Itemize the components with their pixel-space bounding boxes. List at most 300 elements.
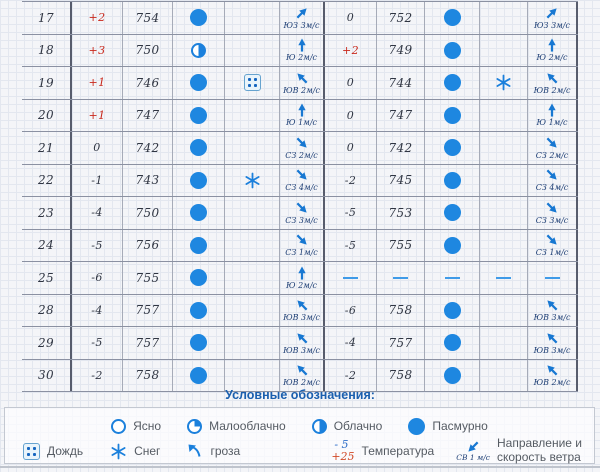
wind-direction-label: ЮВ 2м/с	[533, 85, 571, 95]
temp-cell	[325, 35, 377, 67]
overcast-icon	[444, 107, 461, 124]
overcast-icon	[190, 204, 207, 221]
temperature-value: -2	[344, 368, 357, 382]
value: 18	[37, 43, 55, 58]
wind-cell	[280, 35, 325, 67]
wind-arrow-icon	[292, 198, 312, 218]
overcast-icon	[190, 172, 207, 189]
precip-cell	[480, 100, 528, 132]
wind-cell	[280, 67, 325, 99]
cloud-cell	[425, 262, 480, 294]
table-row-18	[22, 35, 578, 68]
wind-direction-label: СЗ 3м/с	[535, 215, 569, 225]
wind-cell	[280, 165, 325, 197]
wind-arrow-icon	[292, 328, 312, 348]
dash-icon	[496, 277, 511, 279]
value: 750	[135, 205, 160, 220]
precip-cell	[480, 165, 528, 197]
temperature-value: 0	[93, 141, 101, 155]
cloud-cell	[173, 67, 225, 99]
dash-icon	[393, 277, 408, 279]
value: 29	[37, 335, 55, 350]
cloud-cell	[425, 295, 480, 327]
day-cell	[22, 100, 72, 132]
temp-cell	[72, 327, 123, 359]
precip-cell	[480, 262, 528, 294]
temp-cell	[325, 67, 377, 99]
pressure-cell	[123, 230, 173, 262]
wind-direction-label: ЮВ 3м/с	[283, 345, 320, 355]
precip-cell	[225, 2, 280, 34]
wind-cell	[528, 327, 578, 359]
wind-sample-icon	[456, 440, 490, 462]
wind-direction-label: СЗ 2м/с	[285, 150, 318, 160]
overcast-icon	[444, 302, 461, 319]
legend-item-label: Дождь	[47, 444, 84, 458]
wind-arrow-icon	[542, 328, 562, 348]
cloud-cell	[173, 100, 225, 132]
legend-title: Условные обозначения:	[225, 388, 375, 402]
overcast-icon	[408, 418, 425, 435]
temperature-value: -2	[344, 173, 357, 187]
temp-cell	[72, 132, 123, 164]
legend-temperature-label: Температура	[361, 444, 435, 458]
overcast-icon	[190, 302, 207, 319]
pressure-cell	[377, 132, 425, 164]
temp-cell	[72, 262, 123, 294]
legend-wind-dir-label: СВ 1 м/с	[456, 453, 490, 463]
table-row-20	[22, 100, 578, 133]
weather-table	[22, 1, 578, 392]
overcast-icon	[190, 9, 207, 26]
wind-cell	[528, 100, 578, 132]
clear-icon	[111, 419, 126, 434]
pressure-cell	[377, 100, 425, 132]
temperature-value: 0	[346, 108, 355, 122]
day-cell	[22, 360, 72, 392]
wind-direction-label: СЗ 4м/с	[535, 183, 569, 193]
partly-cloudy-icon	[187, 419, 202, 434]
rain-icon	[244, 74, 261, 91]
pressure-cell	[123, 67, 173, 99]
wind-arrow-icon	[292, 165, 312, 185]
day-cell	[22, 67, 72, 99]
temperature-value: 0	[346, 11, 355, 25]
value: 24	[37, 238, 55, 253]
value: 752	[388, 10, 413, 25]
precip-cell	[480, 295, 528, 327]
day-cell	[22, 165, 72, 197]
precip-cell	[480, 327, 528, 359]
day-cell	[22, 197, 72, 229]
wind-cell	[280, 197, 325, 229]
pressure-cell	[377, 165, 425, 197]
cloudy-icon	[312, 419, 327, 434]
temp-cell	[72, 165, 123, 197]
temp-cell	[72, 360, 123, 392]
value: 757	[388, 335, 413, 350]
wind-cell	[280, 230, 325, 262]
overcast-icon	[444, 334, 461, 351]
value: 745	[388, 173, 413, 188]
temperature-value: 0	[346, 141, 355, 155]
value: 28	[37, 303, 55, 318]
pressure-cell	[377, 230, 425, 262]
wind-direction-label: Ю 2м/с	[286, 53, 317, 63]
pressure-cell	[377, 197, 425, 229]
value: 20	[37, 108, 55, 123]
value: 755	[388, 238, 413, 253]
day-cell	[22, 2, 72, 34]
cloudy-icon	[191, 43, 206, 58]
legend-item-snow	[110, 443, 160, 460]
wind-cell	[528, 295, 578, 327]
wind-cell	[528, 165, 578, 197]
value: 758	[388, 303, 413, 318]
overcast-icon	[444, 204, 461, 221]
temp-cell	[325, 360, 377, 392]
precip-cell	[225, 230, 280, 262]
table-row-28	[22, 295, 578, 328]
wind-direction-label: Ю 2м/с	[536, 53, 568, 63]
temp-cell	[72, 35, 123, 67]
pressure-cell	[123, 295, 173, 327]
precip-cell	[480, 360, 528, 392]
cloud-cell	[425, 35, 480, 67]
wind-direction-label: ЮВ 2м/с	[283, 85, 320, 95]
pressure-cell	[377, 327, 425, 359]
precip-cell	[225, 35, 280, 67]
overcast-icon	[444, 172, 461, 189]
wind-arrow-icon	[542, 165, 562, 185]
temp-cell	[72, 100, 123, 132]
legend-item-rain	[23, 443, 83, 460]
legend-cloudiness-row	[5, 413, 594, 439]
wind-arrow-icon	[545, 103, 559, 117]
legend-wind-label-line2: скорость ветра	[496, 450, 581, 464]
storm-icon	[187, 443, 203, 459]
overcast-icon	[444, 367, 461, 384]
value: 747	[388, 108, 413, 123]
pressure-cell	[377, 2, 425, 34]
snow-icon	[110, 443, 127, 460]
legend-item-half	[312, 419, 383, 434]
pressure-cell	[123, 2, 173, 34]
wind-direction-label: ЮВ 3м/с	[533, 313, 571, 323]
pressure-cell	[377, 295, 425, 327]
value: 757	[135, 303, 160, 318]
precip-cell	[225, 360, 280, 392]
weather-table-rows	[22, 2, 578, 392]
table-row-21	[22, 132, 578, 165]
cloud-cell	[173, 165, 225, 197]
pressure-cell	[377, 262, 425, 294]
overcast-icon	[444, 42, 461, 59]
value: 756	[135, 238, 160, 253]
temperature-value: -4	[344, 336, 357, 350]
wind-cell	[280, 100, 325, 132]
overcast-icon	[444, 74, 461, 91]
overcast-icon	[444, 9, 461, 26]
wind-direction-label: Ю 2м/с	[286, 280, 317, 290]
wind-direction-label: ЮВ 2м/с	[283, 378, 320, 388]
wind-arrow-icon	[542, 295, 562, 315]
pressure-cell	[123, 165, 173, 197]
legend-right-group	[331, 437, 582, 465]
temp-cell	[325, 327, 377, 359]
wind-cell	[280, 295, 325, 327]
legend-wind-label-line1: Направление и	[496, 436, 582, 451]
precip-cell	[225, 100, 280, 132]
temperature-sample-icon	[331, 439, 354, 462]
wind-arrow-icon	[545, 38, 559, 52]
value: 25	[37, 270, 55, 285]
overcast-icon	[190, 367, 207, 384]
wind-cell	[528, 67, 578, 99]
pressure-cell	[123, 262, 173, 294]
precip-cell	[225, 67, 280, 99]
temperature-value: -5	[344, 238, 357, 252]
day-cell	[22, 295, 72, 327]
wind-cell	[280, 132, 325, 164]
cloud-cell	[425, 327, 480, 359]
value: 758	[388, 368, 413, 383]
cloud-cell	[425, 132, 480, 164]
pressure-cell	[377, 360, 425, 392]
day-cell	[22, 35, 72, 67]
pressure-cell	[123, 360, 173, 392]
legend-wind	[456, 437, 582, 465]
temp-cell	[325, 100, 377, 132]
overcast-icon	[190, 237, 207, 254]
cloud-cell	[173, 327, 225, 359]
value: 22	[37, 173, 55, 188]
temperature-value: -1	[91, 173, 103, 187]
day-cell	[22, 230, 72, 262]
cloud-cell	[173, 295, 225, 327]
temperature-value: -5	[91, 336, 103, 350]
temperature-value: -5	[91, 238, 103, 252]
legend-item-overcast	[408, 418, 488, 435]
legend-temperature	[331, 439, 434, 462]
cloud-cell	[425, 230, 480, 262]
overcast-icon	[444, 139, 461, 156]
temperature-value: -5	[344, 206, 357, 220]
cloud-cell	[425, 360, 480, 392]
cloud-cell	[173, 35, 225, 67]
wind-arrow-icon	[542, 133, 562, 153]
legend-item-label: Снег	[134, 444, 161, 458]
temperature-value: -6	[344, 303, 357, 317]
cloud-cell	[425, 2, 480, 34]
value: 743	[135, 173, 160, 188]
table-row-19	[22, 67, 578, 100]
value: 757	[135, 335, 160, 350]
pressure-cell	[123, 35, 173, 67]
cloud-cell	[173, 230, 225, 262]
temperature-value: 0	[346, 76, 355, 90]
table-row-24	[22, 230, 578, 263]
value: 21	[37, 140, 55, 155]
legend-precip-group	[23, 443, 240, 460]
legend-box	[4, 407, 595, 464]
temperature-value: -2	[91, 368, 103, 382]
pressure-cell	[123, 132, 173, 164]
wind-cell	[528, 262, 578, 294]
cloud-cell	[173, 2, 225, 34]
page-bottom-divider	[0, 466, 600, 468]
cloud-cell	[173, 132, 225, 164]
wind-cell	[528, 230, 578, 262]
temperature-value: -6	[91, 271, 103, 285]
wind-arrow-icon	[292, 360, 312, 380]
wind-direction-label: СЗ 4м/с	[285, 183, 318, 193]
cloud-cell	[173, 262, 225, 294]
dash-icon	[343, 277, 358, 279]
cloud-cell	[173, 360, 225, 392]
wind-direction-label: СЗ 1м/с	[285, 248, 318, 258]
wind-arrow-icon	[295, 266, 309, 280]
precip-cell	[480, 197, 528, 229]
temp-cell	[72, 67, 123, 99]
value: 753	[388, 205, 413, 220]
wind-cell	[280, 327, 325, 359]
precip-cell	[225, 327, 280, 359]
wind-cell	[280, 2, 325, 34]
temp-cell	[72, 230, 123, 262]
wind-arrow-icon	[542, 3, 562, 23]
temperature-value: +1	[88, 76, 106, 90]
precip-cell	[480, 2, 528, 34]
day-cell	[22, 262, 72, 294]
temperature-value: +2	[341, 43, 359, 57]
wind-direction-label: СЗ 3м/с	[285, 215, 318, 225]
value: 749	[388, 43, 413, 58]
pressure-cell	[123, 197, 173, 229]
wind-cell	[528, 132, 578, 164]
legend-item-label: Облачно	[333, 419, 383, 433]
dash-icon	[545, 277, 560, 279]
table-row-25	[22, 262, 578, 295]
wind-cell	[528, 197, 578, 229]
precip-cell	[225, 295, 280, 327]
legend-item-clear	[111, 419, 161, 434]
wind-direction-label: ЮВ 3м/с	[283, 313, 320, 323]
wind-direction-label: СЗ 2м/с	[535, 150, 569, 160]
temp-cell	[325, 295, 377, 327]
pressure-cell	[123, 100, 173, 132]
wind-arrow-icon	[542, 360, 562, 380]
precip-cell	[225, 165, 280, 197]
wind-arrow-icon	[292, 133, 312, 153]
dash-icon	[445, 277, 460, 279]
temperature-value: -4	[91, 206, 103, 220]
temp-cell	[325, 132, 377, 164]
cloud-cell	[425, 165, 480, 197]
wind-direction-label: ЮЗ 3м/с	[534, 20, 570, 30]
snow-icon	[244, 172, 261, 189]
wind-direction-label: Ю 1м/с	[286, 118, 317, 128]
value: 746	[135, 75, 160, 90]
value: 17	[37, 10, 55, 25]
value: 747	[135, 108, 160, 123]
value: 742	[135, 140, 160, 155]
temperature-value: +2	[88, 11, 106, 25]
legend-item-label: гроза	[210, 444, 241, 458]
temp-cell	[72, 295, 123, 327]
table-row-22	[22, 165, 578, 198]
legend-item-partly	[187, 419, 286, 434]
cloud-cell	[425, 67, 480, 99]
overcast-icon	[190, 269, 207, 286]
temp-cell	[72, 2, 123, 34]
pressure-cell	[377, 35, 425, 67]
temp-cell	[325, 197, 377, 229]
legend-item-label: Ясно	[133, 419, 162, 433]
wind-cell	[528, 2, 578, 34]
temperature-value: +1	[88, 108, 106, 122]
wind-direction-label: ЮВ 3м/с	[533, 345, 571, 355]
pressure-cell	[123, 327, 173, 359]
wind-arrow-icon	[542, 68, 562, 88]
table-row-29	[22, 327, 578, 360]
wind-direction-label: СЗ 1м/с	[535, 248, 569, 258]
wind-arrow-icon	[542, 198, 562, 218]
wind-cell	[280, 360, 325, 392]
wind-cell	[528, 360, 578, 392]
precip-cell	[480, 67, 528, 99]
value: 744	[388, 75, 413, 90]
value: 742	[388, 140, 413, 155]
value: 30	[37, 368, 55, 383]
day-cell	[22, 132, 72, 164]
precip-cell	[225, 132, 280, 164]
pressure-cell	[377, 67, 425, 99]
value: 758	[135, 368, 160, 383]
wind-direction-label: Ю 1м/с	[536, 118, 568, 128]
temperature-value: +3	[88, 43, 106, 57]
overcast-icon	[190, 139, 207, 156]
precip-cell	[480, 35, 528, 67]
temp-cell	[325, 262, 377, 294]
wind-arrow-icon	[542, 230, 562, 250]
wind-direction-label: ЮЗ 3м/с	[283, 20, 320, 30]
temp-cell	[72, 197, 123, 229]
wind-cell	[528, 35, 578, 67]
rain-icon	[23, 443, 40, 460]
temperature-value: -4	[91, 303, 103, 317]
overcast-icon	[444, 237, 461, 254]
wind-cell	[280, 262, 325, 294]
overcast-icon	[190, 334, 207, 351]
legend-temp-min: - 5	[334, 438, 349, 452]
legend-item-label: Малооблачно	[209, 419, 286, 433]
legend-wind-label	[497, 437, 582, 465]
value: 755	[135, 270, 160, 285]
value: 23	[37, 205, 55, 220]
temp-cell	[325, 165, 377, 197]
wind-arrow-icon	[292, 230, 312, 250]
wind-arrow-icon	[292, 68, 312, 88]
table-row-23	[22, 197, 578, 230]
wind-direction-label: ЮВ 2м/с	[533, 378, 571, 388]
value: 750	[135, 43, 160, 58]
cloud-cell	[425, 197, 480, 229]
overcast-icon	[190, 107, 207, 124]
precip-cell	[225, 262, 280, 294]
value: 754	[135, 10, 160, 25]
wind-arrow-icon	[292, 295, 312, 315]
